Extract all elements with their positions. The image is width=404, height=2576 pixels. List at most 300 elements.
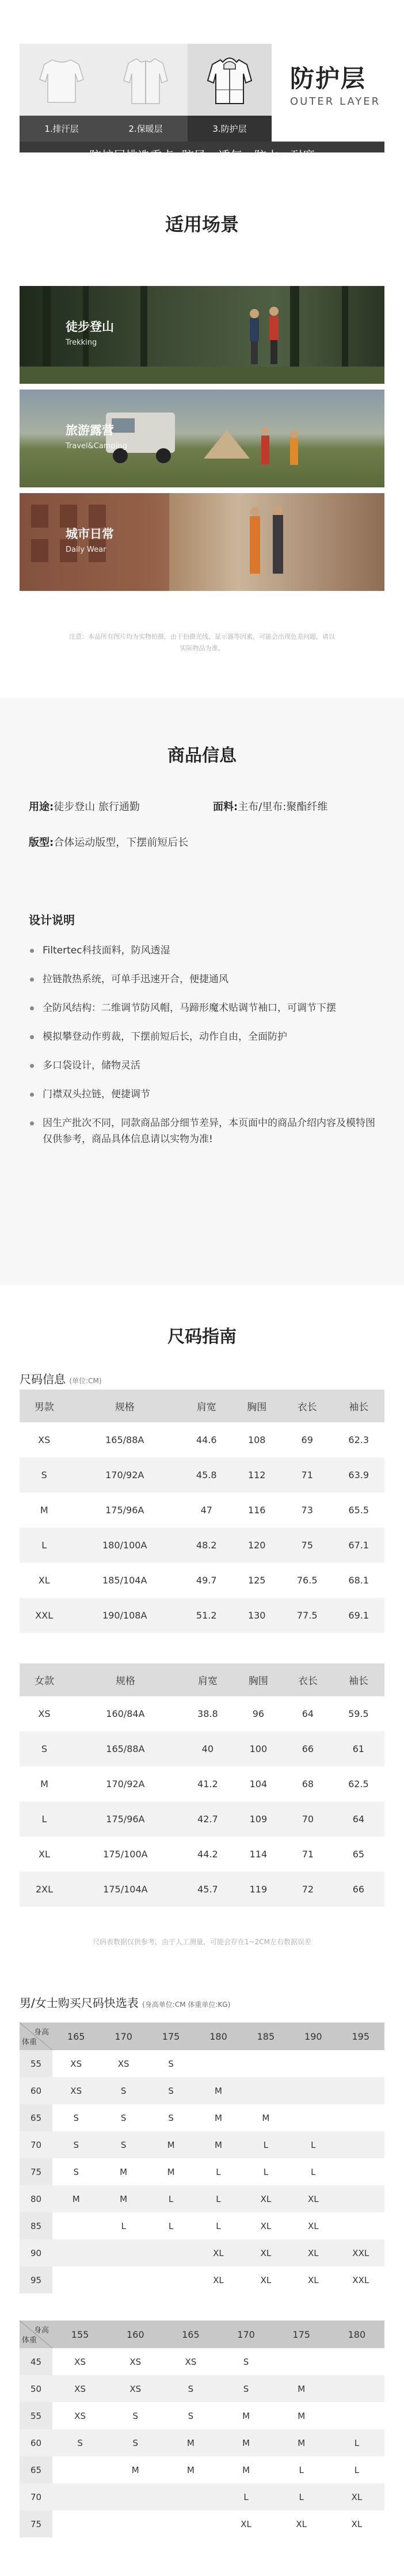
table-cell: 38.8 <box>197 1708 218 1719</box>
height-header: 170 <box>100 2022 147 2050</box>
layer-tile-label: 1.排汗层 <box>20 116 104 142</box>
size-cell: L <box>195 2185 242 2212</box>
size-guide-section <box>0 1285 404 2576</box>
scene-title: 城市日常 <box>66 527 114 541</box>
column-header: 袖长 <box>333 1663 384 1696</box>
size-cell <box>289 2050 337 2077</box>
layer-title <box>290 60 380 108</box>
table-cell: 170/92A <box>106 1779 145 1789</box>
table-cell: M <box>40 1505 48 1516</box>
design-item: 全防风结构：二维调节防风帽，马蹄形魔术贴调节袖口，可调节下摆 <box>29 1000 380 1016</box>
table-cell: 185/104A <box>102 1575 147 1586</box>
table-cell: 165/88A <box>105 1434 144 1445</box>
size-cell: S <box>100 2131 147 2158</box>
size-cell: L <box>354 2464 360 2475</box>
layer-tile-label: 3.防护层 <box>188 116 272 142</box>
size-cell <box>100 2266 147 2293</box>
height-header-row <box>20 2022 384 2050</box>
table-cell: 130 <box>233 1598 281 1633</box>
table-row <box>20 1457 384 1493</box>
size-cell <box>242 2050 289 2077</box>
height-header: 175 <box>274 2321 329 2348</box>
column-header: 衣长 <box>281 1390 333 1422</box>
size-cell <box>52 2239 100 2266</box>
size-cell: S <box>52 2429 108 2456</box>
table-cell: 175/96A <box>105 1505 144 1516</box>
size-cell: M <box>262 2112 270 2123</box>
size-cell: L <box>216 2220 221 2231</box>
table-cell: XL <box>39 1849 50 1860</box>
size-cell: S <box>218 2375 273 2402</box>
weight-row <box>20 2158 384 2185</box>
table-cell: 59.5 <box>348 1708 369 1719</box>
size-cell <box>163 2510 218 2537</box>
scene-label <box>66 421 127 451</box>
table-cell: 77.5 <box>281 1598 333 1633</box>
height-header: 160 <box>108 2321 163 2348</box>
table-cell: XL <box>38 1575 50 1586</box>
table-cell: 45.7 <box>182 1872 234 1907</box>
table-cell: 44.6 <box>196 1434 217 1445</box>
weight-row <box>20 2050 384 2077</box>
table-cell: 109 <box>234 1802 283 1837</box>
size-cell <box>52 2456 108 2483</box>
layer-tile-mid <box>104 44 188 142</box>
size-cell: XL <box>289 2185 337 2212</box>
table-cell: 41.2 <box>197 1779 218 1789</box>
size-cell: M <box>163 2429 218 2456</box>
weight-row <box>20 2239 384 2266</box>
table-cell: 51.2 <box>181 1598 233 1633</box>
scene-camping <box>20 390 384 487</box>
height-header: 195 <box>337 2022 384 2050</box>
size-cell: M <box>218 2429 273 2456</box>
size-cell: M <box>120 2166 128 2177</box>
weight-axis-label: 体重 <box>22 2336 37 2345</box>
weight-row <box>20 2483 384 2510</box>
size-cell <box>108 2510 163 2537</box>
size-cell: XL <box>260 2274 272 2285</box>
layer-tiles <box>20 44 272 142</box>
design-item: 拉链散热系统，可单手迅速开合，便捷通风 <box>29 971 380 987</box>
scene-daily-wear <box>20 493 384 591</box>
table-cell: 175/100A <box>103 1849 148 1860</box>
table-cell: 47 <box>200 1505 212 1516</box>
table-row <box>20 1598 384 1633</box>
size-cell: XL <box>241 2518 251 2529</box>
size-cell: M <box>147 2131 195 2158</box>
header-row <box>20 1390 384 1422</box>
outer-layer-jacket-icon <box>207 56 253 105</box>
size-info-unit: (单位:CM) <box>69 1377 102 1385</box>
size-cell <box>52 2266 100 2293</box>
size-cell: XL <box>296 2518 307 2529</box>
size-cell: L <box>168 2220 174 2231</box>
table-row <box>20 1872 384 1907</box>
hikers-image <box>250 307 279 364</box>
height-header: 155 <box>52 2321 108 2348</box>
table-cell: 73 <box>301 1505 313 1516</box>
fit-label: 版型: <box>29 837 54 849</box>
size-cell: S <box>168 2058 174 2069</box>
size-cell: L <box>299 2464 304 2475</box>
size-cell: XS <box>185 2356 197 2367</box>
table-row <box>20 1766 384 1802</box>
weight-header: 50 <box>20 2375 52 2402</box>
column-header: 肩宽 <box>182 1663 234 1696</box>
height-axis-label: 身高 <box>33 2028 49 2037</box>
weight-row <box>20 2402 384 2429</box>
table-cell: M <box>40 1779 48 1789</box>
size-cell <box>289 2104 337 2131</box>
size-cell: M <box>298 2410 306 2421</box>
weight-header: 55 <box>20 2050 52 2077</box>
table-cell: 72 <box>283 1872 333 1907</box>
use-row <box>29 799 140 814</box>
table-cell: 64 <box>302 1708 314 1719</box>
column-header: 袖长 <box>333 1390 384 1422</box>
size-cell: XS <box>108 2375 163 2402</box>
size-cell: S <box>168 2112 174 2123</box>
design-item: 模拟攀登动作剪裁，下摆前短后长，动作自由，全面防护 <box>29 1029 380 1045</box>
size-cell: S <box>147 2077 195 2104</box>
column-header: 衣长 <box>283 1663 333 1696</box>
size-cell: XS <box>117 2058 129 2069</box>
size-guide-title: 尺码指南 <box>167 1327 237 1347</box>
table-cell: 45.8 <box>181 1457 233 1493</box>
size-cell <box>337 2077 384 2104</box>
table-cell: XS <box>38 1434 51 1445</box>
table-cell: 175/104A <box>69 1872 182 1907</box>
table-cell: 96 <box>252 1708 265 1719</box>
use-label: 用途: <box>29 801 54 813</box>
size-cell <box>147 2239 195 2266</box>
size-cell: L <box>263 2166 269 2177</box>
size-cell <box>52 2510 108 2537</box>
size-cell: M <box>274 2429 329 2456</box>
size-info-title <box>20 1370 102 1387</box>
table-cell: 108 <box>247 1434 266 1445</box>
table-cell: 70 <box>283 1802 333 1837</box>
mid-layer-jacket-icon <box>123 56 169 105</box>
table-cell: 119 <box>234 1872 283 1907</box>
size-cell: S <box>52 2131 100 2158</box>
table-cell: L <box>20 1802 69 1837</box>
men-size-table <box>20 1390 384 1633</box>
design-item: 因生产批次不同，同款商品部分细节差异，本页面中的商品介绍内容及模特图仅供参考，商品具体信息请以实物为准! <box>29 1115 380 1147</box>
table-cell: 175/96A <box>69 1802 182 1837</box>
weight-header: 70 <box>20 2483 52 2510</box>
scene-subtitle: Trekking <box>66 338 97 347</box>
size-cell: XL <box>242 2185 289 2212</box>
header-row <box>20 1663 384 1696</box>
scenes-title: 适用场景 <box>165 213 239 235</box>
size-cell <box>147 2266 195 2293</box>
size-cell <box>337 2131 384 2158</box>
size-cell: M <box>52 2185 100 2212</box>
table-cell: 40 <box>182 1731 234 1766</box>
table-cell: 71 <box>281 1457 333 1493</box>
fit-value: 合体运动版型，下摆前短后长 <box>54 837 189 849</box>
scenes-section <box>0 152 404 698</box>
layer-title-cn: 防护层 <box>290 64 367 93</box>
table-cell: 116 <box>247 1505 266 1516</box>
size-cell: L <box>274 2483 329 2510</box>
size-cell: XL <box>242 2239 289 2266</box>
table-cell: 76.5 <box>296 1575 318 1586</box>
women-size-table <box>20 1663 384 1907</box>
size-cell <box>329 2375 384 2402</box>
size-info-label: 尺码信息 <box>20 1372 66 1386</box>
quick-size-title <box>20 1994 230 2010</box>
size-cell: XS <box>74 2356 86 2367</box>
size-cell <box>289 2077 337 2104</box>
size-cell: XS <box>74 2410 86 2421</box>
weight-header: 75 <box>20 2158 52 2185</box>
table-cell: 44.2 <box>197 1849 218 1860</box>
table-cell: S <box>20 1457 68 1493</box>
column-header: 胸围 <box>234 1663 283 1696</box>
size-cell: XL <box>308 2274 319 2285</box>
table-cell: 67.1 <box>333 1528 384 1563</box>
layer-selector <box>20 44 384 142</box>
weight-row <box>20 2456 384 2483</box>
size-cell <box>274 2348 329 2375</box>
size-cell <box>195 2050 242 2077</box>
column-header: 男款 <box>20 1390 68 1422</box>
weight-header: 90 <box>20 2239 52 2266</box>
design-title: 设计说明 <box>29 913 75 927</box>
height-header: 180 <box>329 2321 384 2348</box>
size-cell: XS <box>52 2375 108 2402</box>
size-cell <box>52 2483 108 2510</box>
size-cell: S <box>73 2112 79 2123</box>
height-header: 175 <box>147 2022 195 2050</box>
design-item: 门襟双头拉链，便捷调节 <box>29 1086 380 1102</box>
base-layer-shirt-icon <box>39 56 85 105</box>
table-cell: L <box>20 1528 68 1563</box>
column-header: 胸围 <box>233 1390 281 1422</box>
size-cell: L <box>121 2220 126 2231</box>
table-cell: 62.5 <box>348 1779 369 1789</box>
size-cell <box>337 2185 384 2212</box>
column-header: 女款 <box>20 1663 69 1696</box>
size-cell: L <box>329 2429 384 2456</box>
weight-header: 45 <box>20 2348 52 2375</box>
weight-header: 55 <box>20 2402 52 2429</box>
weight-axis-label: 体重 <box>22 2038 37 2047</box>
table-cell: 170/92A <box>68 1457 181 1493</box>
height-weight-corner <box>20 2321 52 2348</box>
size-cell <box>108 2483 163 2510</box>
size-cell: XL <box>308 2220 319 2231</box>
weight-row <box>20 2212 384 2239</box>
size-cell: XL <box>289 2239 337 2266</box>
weight-row <box>20 2375 384 2402</box>
table-cell: 68 <box>302 1779 314 1789</box>
size-cell: M <box>195 2131 242 2158</box>
height-header: 185 <box>242 2022 289 2050</box>
size-cell: L <box>242 2131 289 2158</box>
weight-header: 85 <box>20 2212 52 2239</box>
table-cell: 120 <box>233 1528 281 1563</box>
size-cell <box>337 2104 384 2131</box>
size-cell: M <box>274 2375 329 2402</box>
weight-row <box>20 2131 384 2158</box>
product-info-title: 商品信息 <box>167 746 237 766</box>
size-cell: S <box>100 2077 147 2104</box>
scene-label <box>66 525 114 554</box>
size-cell <box>52 2212 100 2239</box>
size-cell: XXL <box>352 2274 369 2285</box>
quick-size-unit: (身高单位:CM 体重单位:KG) <box>142 2001 231 2009</box>
size-cell: XL <box>329 2483 384 2510</box>
size-cell <box>329 2348 384 2375</box>
scene-title: 徒步登山 <box>66 320 114 334</box>
table-cell: 65 <box>352 1849 365 1860</box>
weight-row <box>20 2185 384 2212</box>
height-header-row <box>20 2321 384 2348</box>
table-cell: S <box>20 1731 69 1766</box>
scene-title: 旅游露营 <box>66 423 114 437</box>
table-cell: 66 <box>333 1872 384 1907</box>
table-cell: 104 <box>249 1779 268 1789</box>
size-cell: M <box>186 2464 195 2475</box>
scene-trekking <box>20 286 384 384</box>
size-cell: XS <box>129 2356 142 2367</box>
weight-header: 60 <box>20 2077 52 2104</box>
table-cell: XXL <box>20 1598 68 1633</box>
weight-row <box>20 2510 384 2537</box>
size-cell: S <box>243 2356 249 2367</box>
weight-row <box>20 2429 384 2456</box>
use-value: 徒步登山 旅行通勤 <box>54 801 140 813</box>
table-cell: 64 <box>333 1802 384 1837</box>
column-header: 肩宽 <box>181 1390 233 1422</box>
weight-header: 95 <box>20 2266 52 2293</box>
table-row <box>20 1802 384 1837</box>
table-cell: 62.3 <box>348 1434 369 1445</box>
size-cell <box>100 2239 147 2266</box>
size-cell <box>242 2077 289 2104</box>
size-cell: XL <box>260 2220 272 2231</box>
size-cell: L <box>216 2166 221 2177</box>
table-row <box>20 1731 384 1766</box>
size-cell: XS <box>52 2077 100 2104</box>
weight-row <box>20 2348 384 2375</box>
weight-row <box>20 2077 384 2104</box>
size-cell: XL <box>213 2274 224 2285</box>
height-header: 170 <box>218 2321 273 2348</box>
table-cell: 63.9 <box>333 1457 384 1493</box>
fit-row <box>29 834 188 849</box>
table-cell: 69 <box>301 1434 313 1445</box>
layer-title-en: OUTER LAYER <box>290 96 381 108</box>
women-quick-size-table <box>20 2321 384 2537</box>
size-cell: S <box>73 2166 79 2177</box>
size-cell: L <box>147 2185 195 2212</box>
size-cell: M <box>242 2464 250 2475</box>
table-cell: 65.5 <box>348 1505 369 1516</box>
table-cell: 75 <box>281 1528 333 1563</box>
weight-header: 65 <box>20 2456 52 2483</box>
table-cell: 2XL <box>20 1872 69 1907</box>
table-cell: XS <box>38 1708 51 1719</box>
table-cell: 190/108A <box>68 1598 181 1633</box>
column-header: 规格 <box>69 1663 182 1696</box>
scene-subtitle: Travel&Camping <box>66 442 127 451</box>
size-cell: S <box>163 2375 218 2402</box>
scene-subtitle: Daily Wear <box>66 545 106 554</box>
table-cell: 48.2 <box>181 1528 233 1563</box>
table-cell: 112 <box>233 1457 281 1493</box>
table-cell: 68.1 <box>348 1575 369 1586</box>
table-cell: 49.7 <box>196 1575 217 1586</box>
layer-tile-outer <box>188 44 272 142</box>
weight-row <box>20 2104 384 2131</box>
height-axis-label: 身高 <box>33 2326 49 2335</box>
height-header: 190 <box>289 2022 337 2050</box>
size-cell: M <box>242 2410 250 2421</box>
size-cell: M <box>131 2464 139 2475</box>
men-quick-size-table <box>20 2022 384 2293</box>
table-cell: 42.7 <box>182 1802 234 1837</box>
size-cell: M <box>215 2112 222 2123</box>
size-cell: XXL <box>337 2239 384 2266</box>
table-cell: 66 <box>283 1731 333 1766</box>
size-cell: L <box>218 2483 273 2510</box>
weight-header: 65 <box>20 2104 52 2131</box>
design-item: Filtertec科技面料，防风透湿 <box>29 942 380 959</box>
height-header: 165 <box>163 2321 218 2348</box>
size-cell: S <box>188 2410 194 2421</box>
size-cell: S <box>108 2429 163 2456</box>
size-cell: XL <box>351 2518 363 2529</box>
height-weight-corner <box>20 2022 52 2050</box>
weight-header: 80 <box>20 2185 52 2212</box>
table-cell: 165/88A <box>69 1731 182 1766</box>
table-row <box>20 1696 384 1731</box>
size-cell <box>163 2483 218 2510</box>
size-cell: XS <box>70 2058 82 2069</box>
height-header: 165 <box>52 2022 100 2050</box>
table-row <box>20 1528 384 1563</box>
size-cell: M <box>167 2166 175 2177</box>
weight-row <box>20 2266 384 2293</box>
table-cell: 160/84A <box>106 1708 145 1719</box>
table-cell: 125 <box>247 1575 266 1586</box>
fabric-value: 主布/里布:聚酯纤维 <box>238 801 328 813</box>
fabric-row <box>213 799 327 814</box>
design-item: 多口袋设计，储物灵活 <box>29 1058 380 1074</box>
table-cell: 100 <box>234 1731 283 1766</box>
table-row <box>20 1837 384 1872</box>
table-cell: 114 <box>249 1849 268 1860</box>
size-cell: L <box>311 2166 316 2177</box>
measurement-note: 尺码表数据仅供参考，由于人工测量，可能会存在1~2CM左右数据误差 <box>92 1938 312 1946</box>
size-cell: S <box>120 2112 127 2123</box>
table-cell: 69.1 <box>333 1598 384 1633</box>
weight-header: 75 <box>20 2510 52 2537</box>
table-row <box>20 1422 384 1457</box>
table-cell: 180/100A <box>68 1528 181 1563</box>
column-header: 规格 <box>68 1390 181 1422</box>
size-cell: S <box>132 2410 138 2421</box>
quick-size-label: 男/女士购买尺码快选表 <box>20 1996 139 2010</box>
height-header: 180 <box>195 2022 242 2050</box>
layer-tile-base <box>20 44 104 142</box>
size-cell <box>337 2212 384 2239</box>
